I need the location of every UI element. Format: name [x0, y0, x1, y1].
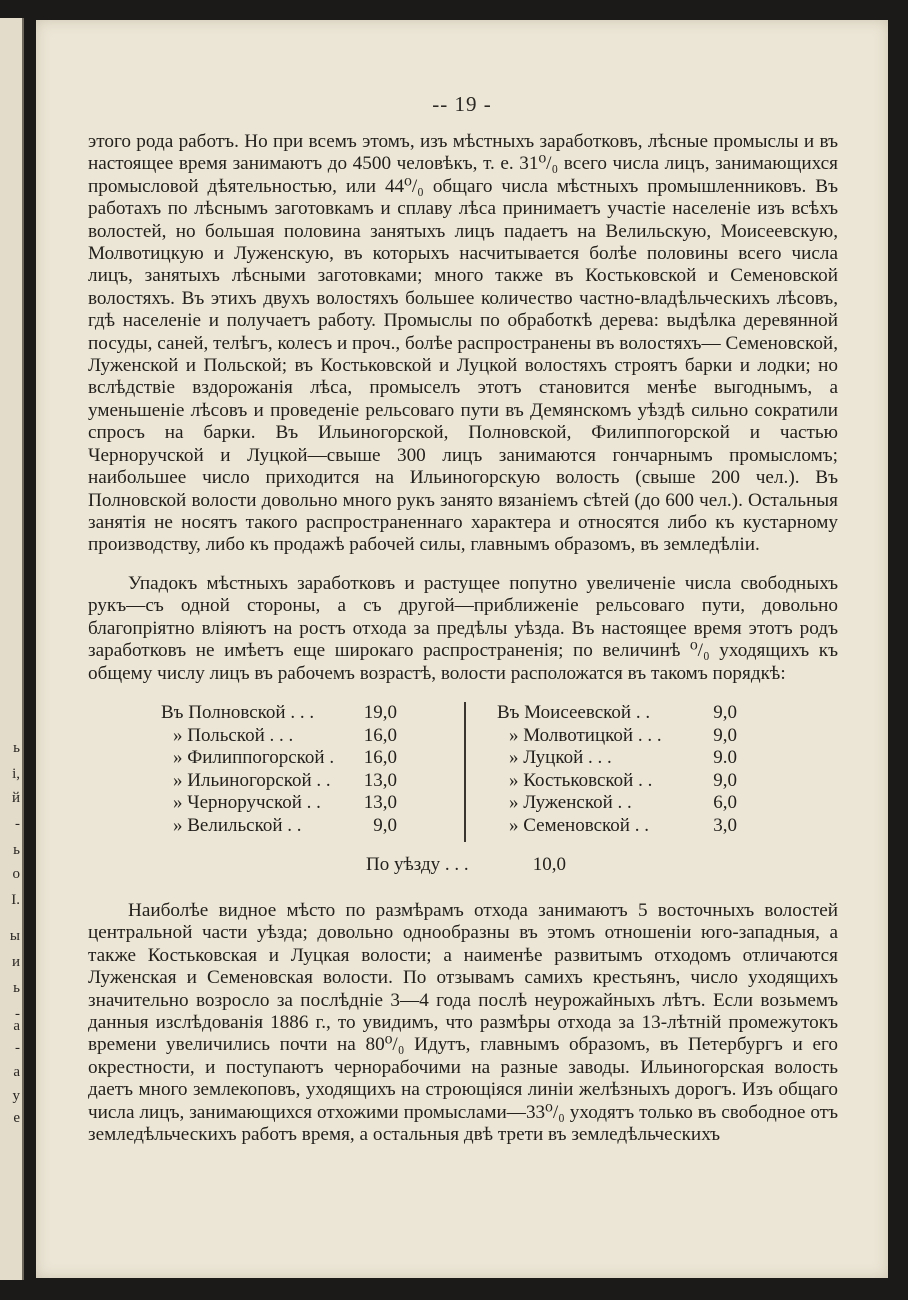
percent-value: 3,0	[713, 814, 737, 836]
percent-value: 9,0	[713, 724, 737, 746]
total-label: По уѣзду . . .	[366, 854, 469, 875]
margin-glyph: ь	[13, 980, 20, 996]
volost-name: » Луженской . .	[509, 792, 632, 814]
margin-glyph: а	[13, 1018, 20, 1034]
margin-glyph: ь	[13, 842, 20, 858]
table-row	[497, 792, 737, 815]
paragraph-text: этого рода работъ. Но при всемъ этомъ, изъ мѣстныхъ заработковъ, лѣсные промыслы и въ настоящее время занимаютъ до 4500 человѣкъ, т. е. 31⁰/₀ всего числа лицъ, занимающихся промысловой дѣятельностью, или 44⁰/₀ общаго числа мѣстныхъ промышленниковъ. Въ работахъ по лѣснымъ заготовкамъ и сплаву лѣса принимаетъ участіе населеніе изъ всѣхъ волостей, но большая половина занятыхъ лицъ падаетъ на Велильскую, Моисеевскую, Молвотицкую и Луженскую, въ которыхъ насчитывается болѣе половины всего числа лицъ, занятыхъ лѣсными заготовками; много также въ Костьковской и Семеновской волостяхъ. Въ этихъ двухъ волостяхъ большее количество частно-владѣльческихъ лѣсовъ, гдѣ населеніе и получаетъ работу. Промыслы по обработкѣ дерева: выдѣлка деревянной посуды, саней, телѣгъ, колесъ и проч., болѣе распространены въ волостяхъ— Семеновской, Луженской и Польской; въ Костьковской и Луцкой волостяхъ строятъ барки и лодки; но вслѣдствіе вздорожанія лѣса, промыселъ этотъ становится менѣе выгоднымъ, а уменьшеніе лѣсовъ и проведеніе рельсоваго пути въ Демянскомъ уѣздѣ сильно сократили спросъ на барки. Въ Ильиногорской, Полновской, Филиппогорской и частью Черноручской и Луцкой—свыше 300 лицъ занимаются гончарнымъ промысломъ; наибольшее число приходится на Ильиногорскую волость (свыше 200 чел.). Въ Полновской волости довольно много рукъ занято вязаніемъ сѣтей (до 600 чел.). Остальныя занятія не носятъ такого распространеннаго характера и относятся либо къ кустарному производству, либо къ продажѣ рабочей силы, главнымъ образомъ, въ земледѣліи.	[88, 131, 838, 556]
table-row	[497, 725, 737, 748]
table-row	[161, 747, 397, 770]
table-left-column	[161, 702, 397, 838]
paragraph-text: Упадокъ мѣстныхъ заработковъ и растущее попутно увеличеніе числа свободныхъ рукъ—съ одной стороны, а съ другой—приближеніе рельсоваго пути, довольно благопріятно вліяютъ на ростъ отхода за предѣлы уѣзда. Въ настоящее время этотъ родъ заработковъ не имѣетъ еще широкаго распространенія; по величинѣ ⁰/₀ уходящихъ къ общему числу лицъ въ рабочемъ возрастѣ, волости расположатся въ такомъ порядкѣ:	[88, 573, 838, 684]
table-row	[497, 815, 737, 838]
paragraph-2	[88, 573, 838, 685]
percent-value: 9.0	[713, 747, 737, 769]
table-row	[161, 770, 397, 793]
percent-value: 16,0	[363, 747, 397, 769]
volost-name: » Польской . . .	[173, 724, 294, 746]
margin-glyph: -	[15, 816, 20, 832]
margin-glyph: -	[15, 1040, 20, 1056]
total-value: 10,0	[532, 854, 566, 875]
volost-name: » Семеновской . .	[509, 814, 649, 836]
volost-percentage-table	[36, 702, 888, 882]
volost-name: Въ Полновской . . .	[161, 702, 315, 723]
volost-name: » Велильской . .	[173, 814, 302, 836]
percent-value: 13,0	[363, 769, 397, 791]
margin-glyph: -	[15, 1006, 20, 1022]
column-divider	[464, 702, 466, 842]
table-row	[497, 702, 737, 725]
table-row	[161, 815, 397, 838]
margin-glyph: о	[12, 866, 20, 882]
table-row	[161, 725, 397, 748]
table-row	[497, 747, 737, 770]
percent-value: 9,0	[713, 702, 737, 723]
margin-glyph: и	[11, 954, 20, 970]
percent-value: 6,0	[713, 792, 737, 814]
margin-glyph: у	[12, 1088, 20, 1104]
page-number: -- 19 -	[432, 92, 492, 116]
paragraph-1	[88, 131, 838, 557]
paragraph-text: Наиболѣе видное мѣсто по размѣрамъ отхода занимаютъ 5 восточныхъ волостей центральной части уѣзда; довольно однообразны въ этомъ отношеніи юго-западныя, а также Костьковская и Луцкая волости; а наименѣе развитымъ отходомъ отличаются Луженская и Семеновская волости. По отзывамъ самихъ крестьянъ, число уходящихъ значительно возросло за послѣдніе 3—4 года послѣ неурожайныхъ лѣтъ. Если возьмемъ данныя изслѣдованія 1886 г., то увидимъ, что размѣры отхода за 13-лѣтній промежутокъ времени увеличились почти на 80⁰/₀ Идутъ, главнымъ образомъ, въ Петербургъ и его окрестности, и поступаютъ чернорабочими на разные заводы. Ильиногорская волость даетъ много землекоповъ, уходящихъ на строющіяся линіи желѣзныхъ дорогъ. Изъ общаго числа лицъ, занимающихся отхожими промыслами—33⁰/₀ уходятъ только въ свободное отъ земледѣльческихъ работъ время, а остальныя двѣ трети въ земледѣльческихъ	[88, 900, 838, 1146]
margin-glyph: ы	[9, 928, 20, 944]
margin-glyph: е	[13, 1110, 20, 1126]
volost-name: » Филиппогорской .	[173, 747, 335, 769]
adjacent-page-edge	[0, 18, 24, 1280]
margin-glyph: і,	[12, 766, 20, 782]
table-right-column	[497, 702, 737, 838]
table-row	[161, 792, 397, 815]
paragraph-3	[88, 900, 838, 1146]
percent-value: 13,0	[363, 792, 397, 814]
volost-name: » Черноручской . .	[173, 792, 321, 814]
margin-glyph: ь	[13, 740, 20, 756]
percent-value: 19,0	[363, 702, 397, 723]
table-total-row	[366, 854, 566, 876]
percent-value: 9,0	[713, 769, 737, 791]
volost-name: » Ильиногорской . .	[173, 769, 331, 791]
volost-name: » Луцкой . . .	[509, 747, 612, 769]
percent-value: 16,0	[363, 724, 397, 746]
volost-name: Въ Моисеевской . .	[497, 702, 651, 723]
margin-glyph: а	[13, 1064, 20, 1080]
table-row	[497, 770, 737, 793]
table-row	[161, 702, 397, 725]
volost-name: » Костьковской . .	[509, 769, 653, 791]
percent-value: 9,0	[373, 814, 397, 836]
margin-glyph: й	[11, 790, 20, 806]
book-page	[36, 20, 888, 1278]
margin-glyph: І.	[11, 892, 20, 908]
volost-name: » Молвотицкой . . .	[509, 724, 662, 746]
